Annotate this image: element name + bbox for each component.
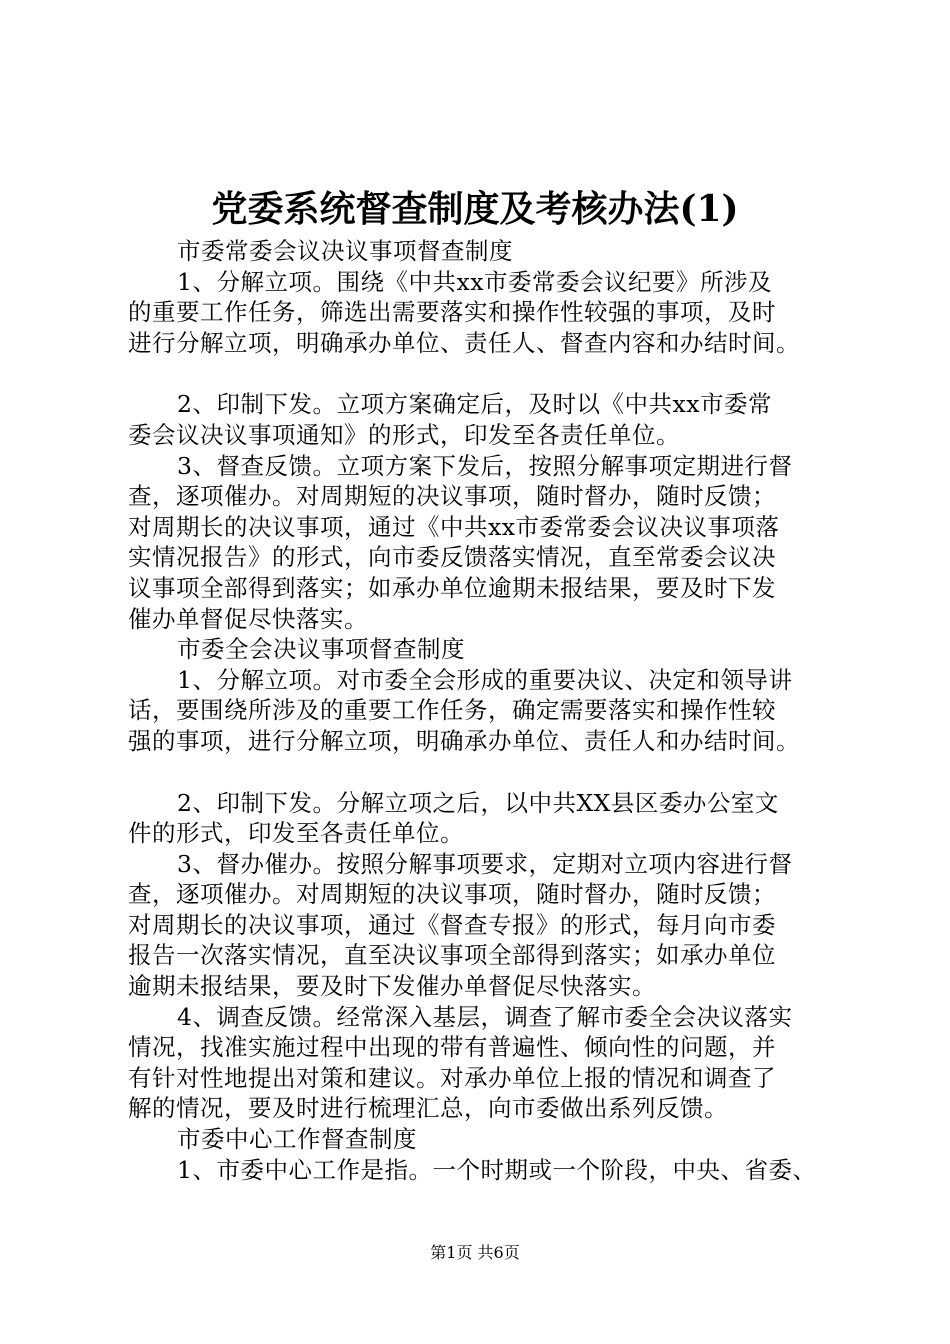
paragraph-line: 逾期未报结果，要及时下发催办单督促尽快落实。 (128, 972, 656, 1001)
paragraph-gap (128, 757, 848, 788)
paragraph-line: 2、印制下发。分解立项之后，以中共XX县区委办公室文 (177, 788, 779, 817)
paragraph-line: 3、督办催办。按照分解事项要求，定期对立项内容进行督 (177, 849, 793, 878)
paragraph-line: 1、市委中心工作是指。一个时期或一个阶段，中央、省委、 (177, 1155, 817, 1184)
paragraph-line: 2、印制下发。立项方案确定后，及时以《中共xx市委常 (177, 390, 772, 419)
paragraph-line: 1、分解立项。对市委全会形成的重要决议、决定和领导讲 (177, 665, 793, 694)
paragraph-line: 实情况报告》的形式，向市委反馈落实情况，直至常委会议决 (128, 543, 776, 572)
document-title: 党委系统督查制度及考核办法(1) (211, 188, 739, 230)
paragraph-line: 催办单督促尽快落实。 (128, 604, 368, 633)
paragraph-line: 1、分解立项。围绕《中共xx市委常委会议纪要》所涉及 (177, 267, 772, 296)
paragraph-line: 查，逐项催办。对周期短的决议事项，随时督办，随时反馈； (128, 482, 776, 511)
section-heading: 市委全会决议事项督查制度 (177, 635, 465, 664)
paragraph-line: 3、督查反馈。立项方案下发后，按照分解事项定期进行督 (177, 451, 793, 480)
paragraph-line: 件的形式，印发至各责任单位。 (128, 819, 464, 848)
paragraph-line: 委会议决议事项通知》的形式，印发至各责任单位。 (128, 420, 680, 449)
paragraph-line: 有针对性地提出对策和建议。对承办单位上报的情况和调查了 (128, 1063, 776, 1092)
paragraph-line: 进行分解立项，明确承办单位、责任人、督查内容和办结时间。 (128, 328, 800, 357)
page-number: 第1页 共6页 (430, 1243, 520, 1262)
paragraph-line: 的重要工作任务，筛选出需要落实和操作性较强的事项，及时 (128, 298, 776, 327)
document-body (128, 236, 848, 1185)
paragraph-line: 对周期长的决议事项，通过《督查专报》的形式，每月向市委 (128, 910, 776, 939)
section-heading: 市委中心工作督查制度 (177, 1125, 417, 1154)
paragraph-line: 4、调查反馈。经常深入基层，调查了解市委全会决议落实 (177, 1002, 793, 1031)
paragraph-line: 话，要围绕所涉及的重要工作任务，确定需要落实和操作性较 (128, 696, 776, 725)
paragraph-line: 对周期长的决议事项，通过《中共xx市委常委会议决议事项落 (128, 512, 780, 541)
paragraph-line: 强的事项，进行分解立项，明确承办单位、责任人和办结时间。 (128, 726, 800, 755)
section-heading: 市委常委会议决议事项督查制度 (177, 237, 513, 265)
paragraph-line: 议事项全部得到落实；如承办单位逾期未报结果，要及时下发 (128, 573, 776, 602)
paragraph-line: 解的情况，要及时进行梳理汇总，向市委做出系列反馈。 (128, 1094, 728, 1123)
paragraph-line: 情况，找准实施过程中出现的带有普遍性、倾向性的问题，并 (128, 1033, 776, 1062)
paragraph-line: 查，逐项催办。对周期短的决议事项，随时督办，随时反馈； (128, 880, 776, 909)
paragraph-line: 报告一次落实情况，直至决议事项全部得到落实；如承办单位 (128, 941, 776, 970)
paragraph-gap (128, 358, 848, 389)
